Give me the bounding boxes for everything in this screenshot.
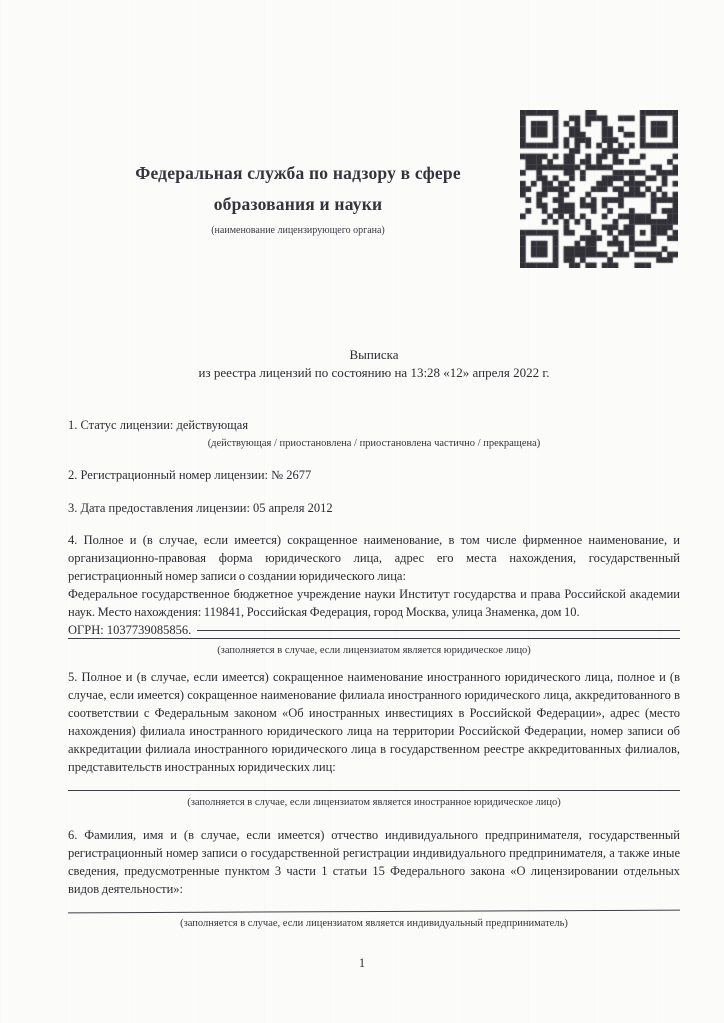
- section-divider: [68, 910, 680, 914]
- fill-in-line: [197, 630, 680, 631]
- qr-code-box: [520, 110, 678, 268]
- section-grant-date: [68, 499, 680, 517]
- foreign-entity-caption: (заполняется в случае, если лицензиатом является иностранное юридическое лицо): [187, 797, 561, 808]
- qr-code: [520, 110, 678, 268]
- individual-caption: (заполняется в случае, если лицензиатом является индивидуальный предприниматель): [180, 918, 568, 929]
- section-foreign-entity: [68, 668, 680, 812]
- legal-entity-ogrn-row: [68, 621, 680, 639]
- grant-date-text: 3. Дата предоставления лицензии: 05 апреля 2012: [68, 501, 333, 515]
- legal-entity-statement: 4. Полное и (в случае, если имеется) сокращенное наименование, в том числе фирменное наименование, и организационно-правовая форма юридического лица, адрес его места нахождения, государственный регистрационный номер записи о создании юридического лица:: [68, 533, 680, 583]
- page-number: 1: [358, 956, 366, 970]
- section-divider: [68, 790, 680, 791]
- agency-name-line1: Федеральная служба по надзору в сфере: [135, 163, 461, 183]
- section-legal-entity: [68, 531, 680, 660]
- legal-entity-caption: (заполняется в случае, если лицензиатом является юридическое лицо): [217, 645, 531, 656]
- document-title-line2: из реестра лицензий по состоянию на 13:28 «12» апреля 2022 г.: [198, 365, 550, 380]
- registration-number-text: 2. Регистрационный номер лицензии: № 2677: [68, 468, 312, 482]
- agency-caption: (наименование лицензирующего органа): [211, 225, 385, 236]
- document-title: [68, 346, 680, 382]
- agency-header: [88, 158, 508, 236]
- legal-entity-value: Федеральное государственное бюджетное учреждение науки Институт государства и права Российской академии наук. Место нахождения: 119841, Российская Федерация, город Москва, улица Знаменка, дом 10.: [68, 587, 680, 619]
- legal-entity-ogrn: ОГРН: 1037739085856.: [68, 623, 192, 637]
- document-title-line1: Выписка: [349, 347, 399, 362]
- section-license-status: [68, 416, 680, 453]
- section-individual-entrepreneur: [68, 826, 680, 933]
- license-status-text: 1. Статус лицензии: действующая: [68, 418, 249, 432]
- foreign-entity-statement: 5. Полное и (в случае, если имеется) сокращенное наименование иностранного юридического лица, полное и (в случае, если имеется) сокращенное наименование филиала иностранного юридического лица, аккредитованного в соответствии с Федеральным законом «Об иностранных инвестициях в Российской Федерации», адрес (место нахождения) филиала иностранного юридического лица на территории Российской Федерации, номер записи об аккредитации филиала иностранного юридического лица в государственном реестре аккредитованных филиалов, представительств иностранных юридических лиц:: [68, 670, 680, 774]
- agency-name-line2: образования и науки: [213, 194, 383, 214]
- individual-statement: 6. Фамилия, имя и (в случае, если имеется) отчество индивидуального предпринимателя, государственный регистрационный номер записи о государственной регистрации индивидуального предпринимателя, а также иные сведения, предусмотренные пунктом 3 части 1 статьи 15 Федерального закона «О лицензировании отдельных видов деятельности»:: [68, 828, 680, 896]
- section-registration-number: [68, 466, 680, 484]
- license-status-caption: (действующая / приостановлена / приостановлена частично / прекращена): [207, 438, 541, 449]
